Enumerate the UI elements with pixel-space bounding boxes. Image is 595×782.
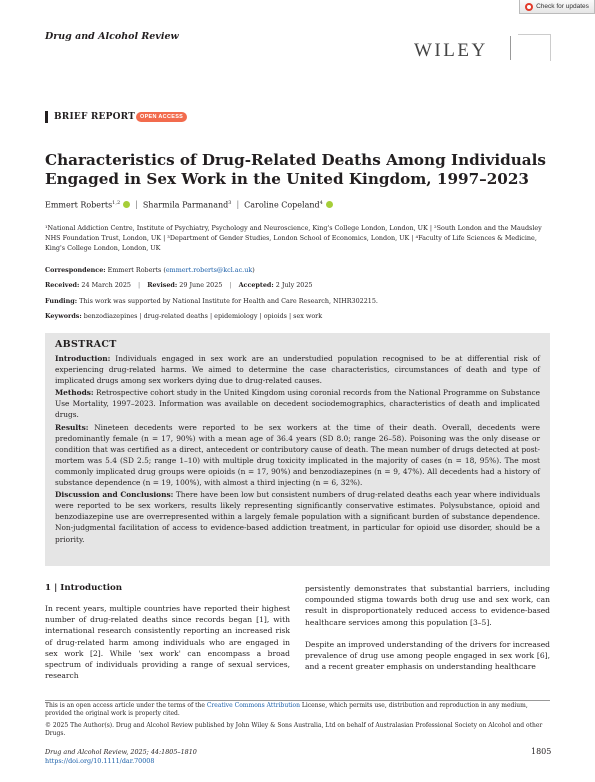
abstract-box (45, 333, 550, 566)
license-link[interactable]: Creative Commons Attribution (206, 702, 301, 709)
author-name[interactable]: Emmert Roberts$^{1,2}$ (45, 200, 121, 210)
author-name[interactable]: Sharmila Parmanand$^3$ (142, 200, 232, 210)
author-list (45, 200, 333, 210)
copyright-notice: © 2025 The Author(s). Drug and Alcohol Review published by John Wiley & Sons Australia, Ltd on behalf of Australasian Professional Society on Alcohol and other Drugs. (45, 722, 543, 738)
page-number: 1805 (531, 747, 552, 756)
body-column-left (45, 603, 290, 692)
check-for-updates-button[interactable] (519, 0, 595, 14)
citation: Drug and Alcohol Review, 2025; 44:1805–1810 (45, 748, 197, 756)
abstract-heading: ABSTRACT (55, 339, 117, 350)
open-access-badge: OPEN ACCESS (136, 112, 187, 122)
abstract-introduction: Introduction: Individuals engaged in sex work are an understudied population recognised to be at differential risk of experiencing drug-related harms. We aimed to determine the case characteristics, circumstances of death and type of implicated drugs among sex workers dying due to drug-related causes. (55, 354, 540, 386)
orcid-icon[interactable] (326, 201, 333, 208)
body-paragraph: persistently demonstrates that substantial barriers, including compounded stigma towards both drug use and sex work, can result in disproportionately reduced access to evidence-based healthcare services among this population [3–5]. (305, 584, 550, 627)
affiliations: ¹National Addiction Centre, Institute of Psychiatry, Psychology and Neuroscience, King's College London, London, UK | ²South London and the Maudsley NHS Foundation Trust, London, UK | ³Department of Gender Studies, London School of Economics, London, UK | ⁴Faculty of Life Sciences & Medicine, King's College London, London, UK (45, 224, 542, 252)
article-title: Characteristics of Drug-Related Deaths Among Individuals Engaged in Sex Work in the United Kingdom, 1997–2023 (45, 151, 546, 188)
publisher-logo: WILEY (414, 40, 488, 61)
author-separator: | (236, 200, 240, 210)
article-type-bar (45, 111, 48, 123)
author-separator: | (135, 200, 138, 210)
journal-name: Drug and Alcohol Review (45, 31, 179, 42)
body-column-right (305, 583, 550, 683)
keywords: Keywords: benzodiazepines | drug-related deaths | epidemiology | opioids | sex work (45, 312, 323, 320)
abstract-results: Results: Nineteen decedents were reported to be sex workers at the time of their death. Overall, decedents were predominantly female (n = 17, 90%) with a mean age of 36.4 years (SD 8.0; range 26–58). Poisoning was the only disease or condition that was certified as a direct, antecedent or contributory cause of death. The mean number of drugs detected at post-mortem was 5.4 (SD 2.5; range 1–10) with multiple drug toxicity implicated in the majority of cases (n = 18, 95%). The most commonly implicated drug groups were opioids (n = 17, 90%) and benzodiazepines (n = 9, 47%). All decedents had a history of substance dependence (n = 19, 100%), with almost a third injecting (n = 6, 32%). (55, 422, 540, 488)
doi-link[interactable]: https://doi.org/10.1111/dar.70008 (45, 757, 155, 765)
header-divider (510, 36, 511, 60)
correspondence: Correspondence: Emmert Roberts (emmert.roberts@kcl.ac.uk) (45, 266, 255, 274)
footer-divider (45, 700, 550, 701)
body-paragraph: In recent years, multiple countries have reported their highest number of drug-related deaths since records began [1], with international research consistently reporting an increased risk of drug-related harm among individuals who are engaged in sex work [2]. While 'sex work' can encompass a broad spectrum of individuals providing a range of sexual services, research (45, 604, 290, 681)
orcid-icon[interactable] (123, 201, 130, 208)
abstract-methods: Methods: Retrospective cohort study in the United Kingdom using coronial records from the National Programme on Substance Use Mortality, 1997–2023. Information was available on decedent sociodemographics, characteristics of death and implicated drugs. (55, 388, 540, 420)
check-updates-icon (525, 3, 533, 11)
article-type: BRIEF REPORT (54, 112, 136, 122)
check-updates-label: Check for updates (536, 3, 589, 10)
article-dates: Received: 24 March 2025 | Revised: 29 June 2025 | Accepted: 2 July 2025 (45, 281, 313, 289)
body-paragraph: Despite an improved understanding of the drivers for increased prevalence of drug use among people engaged in sex work [6], and a recent greater emphasis on understanding healthcare (305, 639, 550, 672)
header-corner-mark (518, 34, 551, 61)
license-notice: This is an open access article under the terms of the Creative Commons Attribution License, which permits use, distribution and reproduction in any medium, provided the original work is properly cited. (45, 702, 528, 718)
abstract-discussion: Discussion and Conclusions: There have been low but consistent numbers of drug-related deaths each year where individuals were reported to be sex workers, results likely representing significantly conservative estimates. Polysubstance, opioid and benzodiazepine use are overrepresented within a largely female population with a significant burden of substance dependence. Non-judgmental facilitation of access to evidence-based addiction treatment, in particular for opioid use disorder, should be a priority. (55, 490, 540, 544)
author-name[interactable]: Caroline Copeland$^4$ (244, 200, 323, 210)
funding: Funding: This work was supported by National Institute for Health and Care Research, NIHR302215. (45, 297, 378, 305)
email-link[interactable]: emmert.roberts@kcl.ac.uk (165, 266, 253, 274)
section-heading-introduction: 1 | Introduction (45, 583, 123, 593)
